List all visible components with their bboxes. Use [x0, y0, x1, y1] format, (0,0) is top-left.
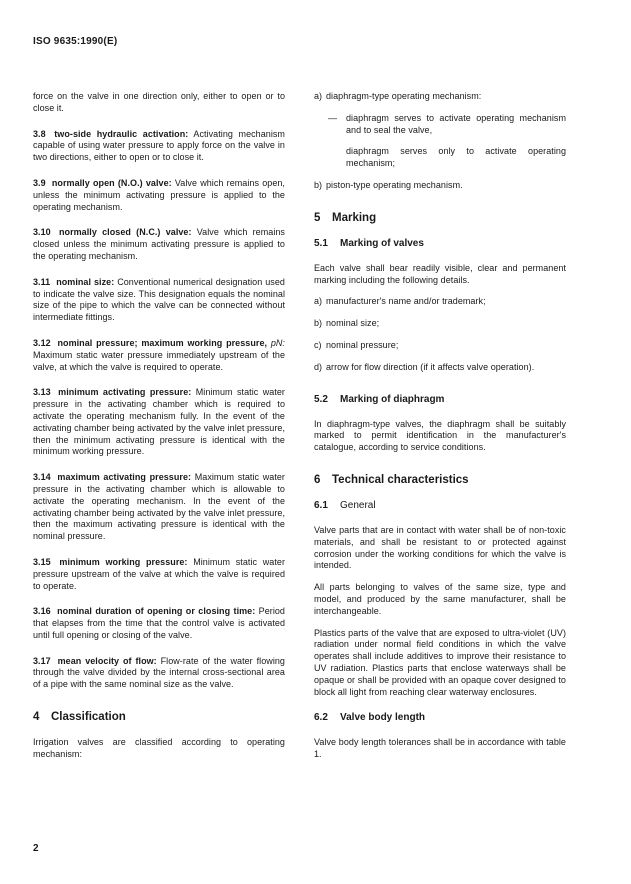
section-6-1-heading: [314, 500, 566, 511]
definition-3-12: [33, 338, 285, 373]
definition-3-10: [33, 227, 285, 262]
definition-3-16: [33, 606, 285, 641]
definition-3-13: [33, 387, 285, 458]
definition-term: maximum activating pressure:: [57, 472, 192, 483]
document-header: ISO 9635:1990(E): [33, 36, 118, 47]
intro-paragraph: force on the valve in one direction only, either to open or to close it.: [33, 91, 285, 113]
subsection-number: 6.1: [314, 499, 328, 511]
definition-term: normally open (N.O.) valve:: [51, 177, 172, 188]
subsection-title: General: [340, 499, 376, 511]
section-6-2-heading: [314, 712, 566, 723]
definition-number: 3.14: [33, 472, 51, 483]
section-5-heading: [314, 212, 566, 224]
subsection-title: Marking of diaphragm: [340, 393, 445, 405]
definition-term: nominal duration of opening or closing time:: [57, 606, 256, 617]
list-label: a): [314, 296, 323, 307]
list-label: d): [314, 361, 323, 372]
list-text: arrow for flow direction (if it affects valve operation).: [326, 361, 535, 372]
subsection-number: 5.2: [314, 393, 328, 405]
section-6-1-para-3: Plastics parts of the valve that are exposed to ultra-violet (UV) radiation under normal field conditions in which the valve operates shall include additives to improve their resistance to UV radiation. Plastics parts that enclose waterways shall be opaque or shall be provided with an opaque cover designed to block all light from reaching clear waterway enclosures.: [314, 627, 566, 697]
definition-number: 3.12: [33, 337, 51, 348]
list-text: piston-type operating mechanism.: [326, 179, 463, 190]
section-number: 5: [314, 211, 321, 224]
right-column: [314, 91, 566, 761]
list-label: c): [314, 339, 322, 350]
sub-item-1: [328, 113, 566, 137]
definition-number: 3.15: [33, 556, 51, 567]
subsection-number: 5.1: [314, 237, 328, 249]
definition-3-14: [33, 472, 285, 543]
definition-number: 3.8: [33, 128, 46, 139]
section-5-1-heading: [314, 238, 566, 249]
page-number: 2: [33, 843, 39, 854]
definition-term: two-side hydraulic activation:: [54, 128, 189, 139]
definition-term: minimum working pressure:: [59, 556, 188, 567]
section-5-1-text: Each valve shall bear readily visible, clear and permanent marking including the following details.: [314, 262, 566, 285]
section-title: Classification: [51, 711, 126, 724]
definition-text: Activating mechanism capable of using water pressure to apply force on the valve in two directions, either to open or to close it.: [33, 128, 285, 163]
section-6-2-text: Valve body length tolerances shall be in accordance with table 1.: [314, 737, 566, 760]
definition-3-15: [33, 557, 285, 592]
definition-term: nominal size:: [56, 276, 115, 287]
definition-3-8: [33, 129, 285, 164]
definition-text: Valve which remains open, unless the minimum activating pressure is applied to the operating mechanism.: [33, 177, 285, 212]
left-column: [33, 91, 285, 761]
marking-item-d: [314, 362, 566, 374]
section-6-heading: [314, 474, 566, 486]
list-item-a: [314, 91, 566, 103]
definition-number: 3.13: [33, 387, 51, 398]
list-label: b): [314, 179, 323, 190]
definition-3-9: [33, 178, 285, 213]
definition-3-11: [33, 277, 285, 324]
definition-number: 3.16: [33, 606, 51, 617]
list-label: a): [314, 91, 323, 101]
definition-number: 3.11: [33, 276, 51, 287]
definition-term: mean velocity of flow:: [57, 655, 157, 666]
list-text: nominal pressure;: [326, 339, 399, 350]
list-text: diaphragm-type operating mechanism:: [326, 91, 482, 101]
section-title: Technical characteristics: [332, 473, 469, 486]
marking-item-b: [314, 318, 566, 330]
definition-3-17: [33, 656, 285, 691]
list-text: manufacturer's name and/or trademark;: [326, 296, 486, 307]
definition-number: 3.17: [33, 655, 51, 666]
definition-term: nominal pressure; maximum working pressure,: [57, 337, 268, 348]
section-6-1-para-2: All parts belonging to valves of the same size, type and model, and produced by the same manufacturer, shall be interchangeable.: [314, 582, 566, 616]
subsection-number: 6.2: [314, 712, 328, 724]
definition-text: Valve which remains closed unless the minimum activating pressure is applied to the operating mechanism.: [33, 227, 285, 261]
definition-number: 3.9: [33, 177, 46, 188]
subsection-title: Marking of valves: [340, 237, 424, 249]
definition-text: Minimum static water pressure in the activating chamber which is required to activate the operating mechanism fully. In the event of the activating chamber being activated by the valve inlet pressure, then the minimum activating pressure is identical with the minimum working pressure.: [33, 387, 285, 457]
marking-item-c: [314, 340, 566, 352]
section-5-2-text: In diaphragm-type valves, the diaphragm shall be suitably marked to permit identification in the manufacturer's catalogue, according to service conditions.: [314, 418, 566, 453]
section-5-2-heading: [314, 394, 566, 405]
definition-text: Period that elapses from the time that the control valve is activated until full opening or closing of the valve.: [33, 606, 285, 640]
definition-term: normally closed (N.C.) valve:: [58, 227, 192, 238]
definition-number: 3.10: [33, 227, 51, 238]
definition-text: Maximum static water pressure in the activating chamber which is allowable to activate the operating mechanism. In the event of the activating chamber being activated by the valve inlet pressure, then the maximum activating pressure is identical with the nominal pressure.: [33, 472, 285, 542]
list-label: b): [314, 318, 323, 329]
section-4-heading: [33, 711, 285, 723]
definition-term: minimum activating pressure:: [58, 387, 192, 398]
list-item-b: [314, 180, 566, 192]
definition-symbol: pN:: [270, 337, 285, 348]
subsection-title: Valve body length: [340, 712, 426, 724]
list-text: nominal size;: [326, 318, 380, 329]
definition-text: Minimum static water pressure upstream of the valve at which the valve is required to operate.: [33, 556, 285, 591]
section-number: 4: [33, 711, 40, 724]
section-6-1-para-1: Valve parts that are in contact with water shall be of non-toxic materials, and shall be resistant to or protected against corrosion under the working conditions for which the valve is intended.: [314, 524, 566, 571]
definition-text: Conventional numerical designation used to indicate the valve size. This designation equals the nominal size of the pipe to which the valve can be connected without intermediate fittings.: [33, 276, 285, 323]
sub-item-2: diaphragm serves only to activate operating mechanism;: [346, 146, 566, 169]
section-title: Marking: [332, 211, 377, 224]
definition-text: Maximum static water pressure immediately upstream of the valve, at which the valve is required to operate.: [33, 349, 285, 372]
definition-text: Flow-rate of the water flowing through the valve divided by the internal cross-sectional area of a pipe with the same nominal size as the valve.: [33, 655, 285, 690]
marking-item-a: [314, 296, 566, 308]
sub-item-text: diaphragm serves to activate operating mechanism and to seal the valve,: [346, 112, 566, 135]
section-number: 6: [314, 473, 321, 486]
dash: —: [328, 112, 338, 123]
section-4-text: Irrigation valves are classified according to operating mechanism:: [33, 737, 285, 759]
